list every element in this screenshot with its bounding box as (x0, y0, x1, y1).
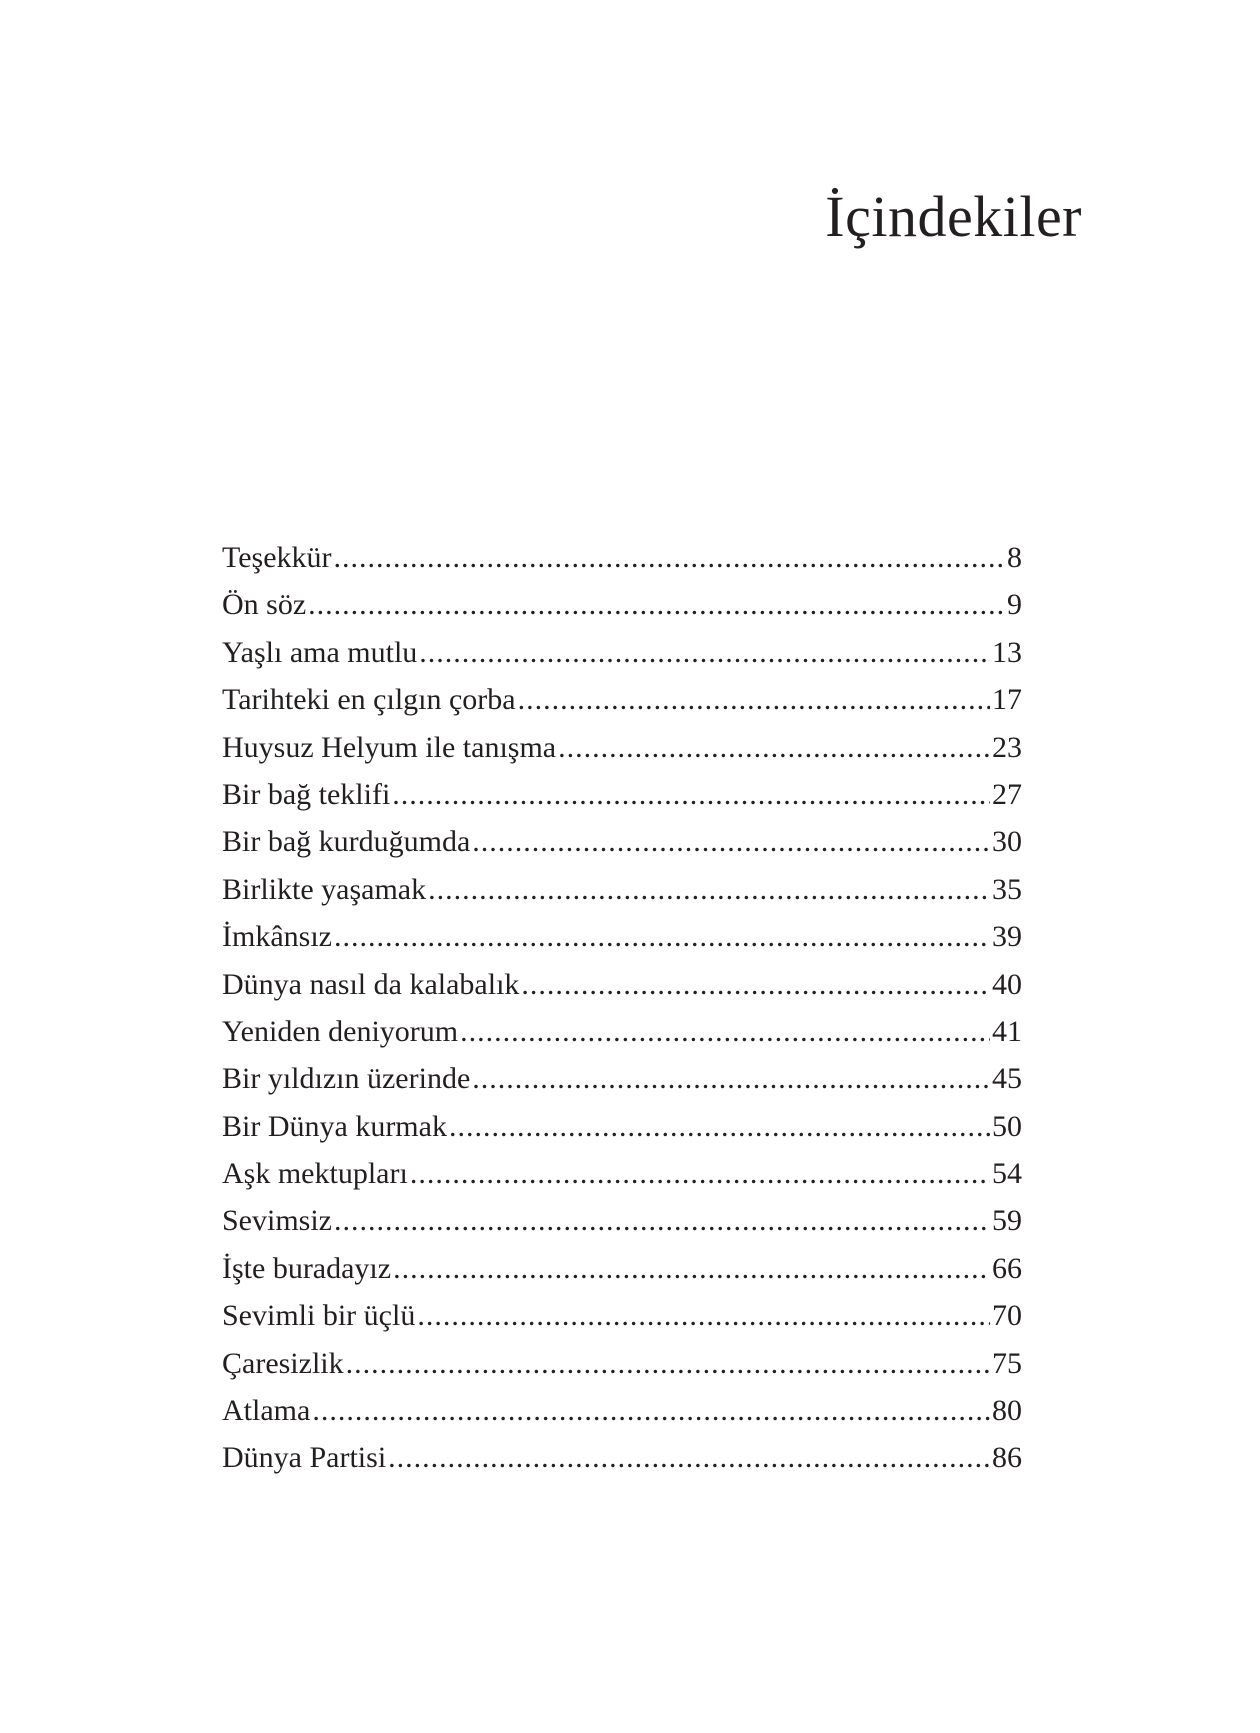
toc-entry-title: Atlama (222, 1394, 311, 1428)
toc-entry-title: Aşk mektupları (222, 1157, 408, 1191)
toc-entry-title: Bir Dünya kurmak (222, 1109, 447, 1143)
table-of-contents (222, 534, 1022, 1482)
toc-entry (222, 961, 1022, 1008)
toc-entry-page: 23 (992, 730, 1022, 764)
toc-entry-page: 41 (992, 1014, 1022, 1048)
toc-entry-title: Yaşlı ama mutlu (222, 635, 418, 669)
toc-entry-title: Teşekkür (222, 541, 332, 574)
toc-entry-page: 70 (992, 1299, 1022, 1333)
toc-entry-title: İmkânsız (222, 920, 332, 954)
toc-entry-title: Huysuz Helyum ile tanışma (222, 730, 557, 764)
dot-leader (419, 629, 990, 676)
toc-entry-title: Dünya Partisi (222, 1441, 387, 1475)
toc-entry-page: 50 (992, 1109, 1022, 1143)
dot-leader (410, 1150, 990, 1197)
page-title: İçindekiler (825, 184, 1082, 249)
dot-leader (312, 1387, 990, 1434)
toc-entry-title: Çaresizlik (222, 1346, 344, 1380)
toc-entry-page: 86 (992, 1441, 1022, 1475)
toc-entry (222, 771, 1022, 818)
toc-entry (222, 1292, 1022, 1339)
toc-entry-title: Birlikte yaşamak (222, 872, 427, 906)
toc-entry (222, 1340, 1022, 1387)
toc-entry-title: Bir yıldızın üzerinde (222, 1062, 471, 1096)
toc-entry-page: 8 (1007, 541, 1022, 574)
dot-leader (472, 1055, 990, 1102)
toc-entry-page: 80 (992, 1394, 1022, 1428)
toc-entry (222, 913, 1022, 960)
dot-leader (388, 1434, 990, 1481)
dot-leader (393, 1245, 990, 1292)
dot-leader (428, 866, 990, 913)
toc-entry (222, 581, 1022, 628)
toc-entry (222, 629, 1022, 676)
toc-entry-page: 66 (992, 1251, 1022, 1285)
toc-entry (222, 1008, 1022, 1055)
toc-entry (222, 724, 1022, 771)
toc-entry (222, 676, 1022, 723)
toc-entry-page: 54 (992, 1157, 1022, 1191)
toc-entry-page: 17 (992, 683, 1022, 717)
toc-entry (222, 1387, 1022, 1434)
toc-entry-title: Bir bağ kurduğumda (222, 825, 471, 859)
toc-entry-page: 35 (992, 872, 1022, 906)
toc-entry-page: 30 (992, 825, 1022, 859)
dot-leader (392, 771, 990, 818)
toc-entry (222, 818, 1022, 865)
dot-leader (346, 1340, 990, 1387)
toc-entry-title: Sevimli bir üçlü (222, 1299, 416, 1333)
toc-entry-title: İşte buradayız (222, 1251, 392, 1285)
toc-entry-title: Bir bağ teklifi (222, 777, 391, 811)
toc-entry-title: Tarihteki en çılgın çorba (222, 683, 516, 717)
toc-entry (222, 534, 1022, 581)
dot-leader (308, 581, 1005, 628)
toc-entry-title: Sevimsiz (222, 1204, 332, 1238)
dot-leader (334, 913, 990, 960)
dot-leader (460, 1008, 990, 1055)
toc-entry-page: 75 (992, 1346, 1022, 1380)
toc-entry (222, 1103, 1022, 1150)
toc-entry-page: 13 (992, 635, 1022, 669)
toc-entry (222, 1150, 1022, 1197)
dot-leader (518, 676, 990, 723)
toc-entry-page: 39 (992, 920, 1022, 954)
dot-leader (417, 1292, 990, 1339)
dot-leader (449, 1103, 990, 1150)
dot-leader (334, 534, 1005, 581)
toc-entry-title: Dünya nasıl da kalabalık (222, 967, 520, 1001)
toc-entry-title: Ön söz (222, 588, 307, 622)
toc-entry-page: 27 (992, 777, 1022, 811)
dot-leader (472, 818, 990, 865)
toc-entry-page: 59 (992, 1204, 1022, 1238)
toc-entry-page: 9 (1007, 588, 1022, 622)
toc-entry (222, 1055, 1022, 1102)
toc-entry (222, 1245, 1022, 1292)
toc-entry (222, 1434, 1022, 1481)
toc-entry-title: Yeniden deniyorum (222, 1014, 459, 1048)
dot-leader (558, 724, 990, 771)
toc-entry (222, 866, 1022, 913)
dot-leader (334, 1197, 990, 1244)
toc-entry-page: 40 (992, 967, 1022, 1001)
dot-leader (521, 961, 990, 1008)
toc-entry (222, 1197, 1022, 1244)
toc-entry-page: 45 (992, 1062, 1022, 1096)
